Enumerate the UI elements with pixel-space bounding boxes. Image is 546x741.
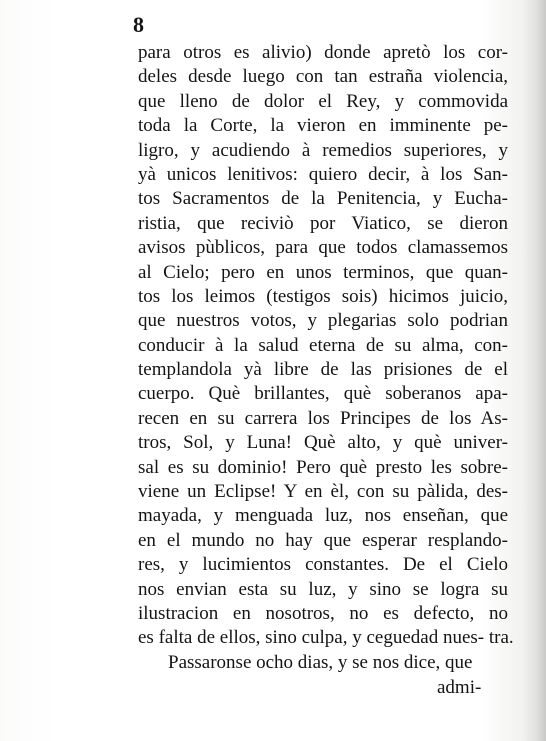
text-line: ligro, y acudiendo à remedios superiores, y: [138, 139, 508, 161]
text-line: es falta de ellos, sino culpa, y ceguedad nues- tra.: [138, 627, 514, 649]
text-line: avisos pùblicos, para que todos clamassemos: [138, 237, 508, 259]
text-line: conducir à la salud eterna de su alma, con-: [138, 334, 508, 356]
text-line: que lleno de dolor el Rey, y commovida: [138, 90, 508, 112]
text-line: viene un Eclipse! Y en èl, con su pàlida, des-: [138, 481, 508, 503]
text-line: al Cielo; pero en unos terminos, que quan-: [138, 261, 508, 283]
text-line: ristia, que reciviò por Viatico, se dieron: [138, 212, 508, 234]
body-text: [138, 41, 514, 675]
text-line: yà unicos lenitivos: quiero decir, à los San-: [138, 163, 508, 185]
text-line: para otros es alivio) donde apretò los cor-: [138, 42, 508, 63]
text-line: cuerpo. Què brillantes, què soberanos apa-: [138, 383, 508, 405]
text-line: nos envian esta su luz, y sino se logra su: [138, 578, 508, 600]
text-line: en el mundo no hay que esperar resplando-: [138, 529, 508, 551]
text-line: mayada, y menguada luz, nos enseñan, que: [138, 505, 508, 527]
text-line: tros, Sol, y Luna! Què alto, y què univer-: [138, 432, 508, 454]
text-line: templandola yà libre de las prisiones de el: [138, 359, 508, 381]
page-edge-shadow: [520, 0, 546, 741]
text-line: ilustracion en nosotros, no es defecto, no: [138, 602, 508, 624]
text-line: tos Sacramentos de la Penitencia, y Eucha-: [138, 188, 508, 210]
text-line: res, y lucimientos constantes. De el Cielo: [138, 554, 508, 576]
paragraph-start-line: Passaronse ocho dias, y se nos dice, que: [168, 651, 473, 673]
page-number: 8: [133, 12, 144, 37]
text-line: deles desde luego con tan estraña violencia,: [138, 66, 508, 88]
text-line: recen en su carrera los Principes de los As-: [138, 407, 508, 429]
text-line: tos los leimos (testigos sois) hicimos juicio,: [138, 285, 508, 307]
text-line: toda la Corte, la vieron en imminente pe-: [138, 115, 508, 137]
catchword: admi-: [437, 677, 482, 698]
text-line: que nuestros votos, y plegarias solo podrian: [138, 310, 508, 332]
text-line: sal es su dominio! Pero què presto les sobre-: [138, 456, 508, 478]
